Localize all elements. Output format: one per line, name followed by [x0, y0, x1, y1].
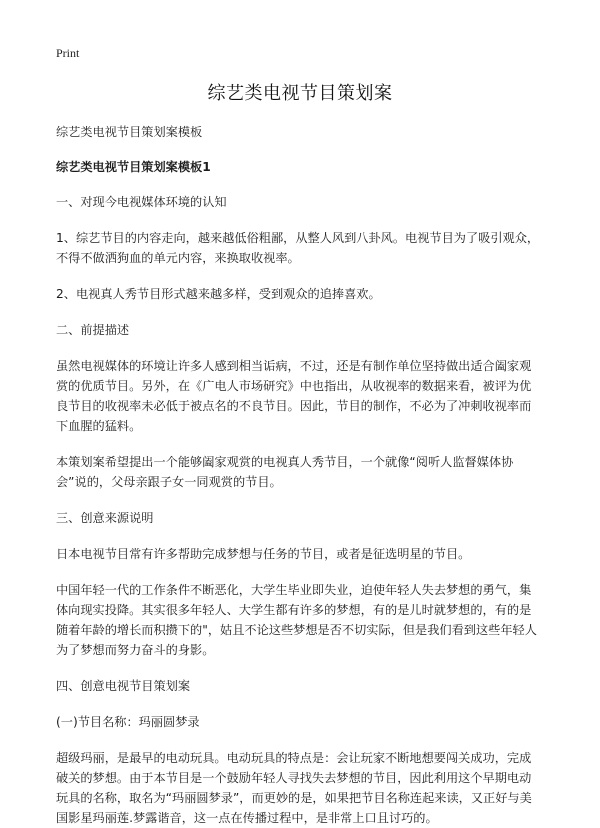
paragraph: 虽然电视媒体的环境让许多人感到相当诟病，不过，还是有制作单位坚持做出适合阖家观赏的优质节目。另外，在《广电人市场研究》中也指出，从收视率的数据来看，被评为优良节目的收视率未必低于被点名的不良节目。因此，节目的制作，不必为了冲刺收视率而下血腥的猛料。: [56, 359, 532, 433]
paragraph-heading-4: 四、创意电视节目策划案: [56, 679, 191, 693]
paragraph: 超级玛丽，是最早的电动玩具。电动玩具的特点是：会让玩家不断地想要闯关成功，完成破关的梦想。由于本节目是一个鼓励年轻人寻找失去梦想的节目，因此利用这个早期电动玩具的名称，取名为“玛丽圆梦录”，而更妙的是，如果把节目名称连起来读，又正好与美国影星玛丽莲.梦露谐音，这一点在传播过程中，是非常上口且讨巧的。: [56, 751, 532, 825]
document-subtitle: 综艺类电视节目策划案模板: [56, 125, 203, 139]
paragraph: 中国年轻一代的工作条件不断恶化，大学生毕业即失业，迫使年轻人失去梦想的勇气，集体向现实投降。其实很多年轻人、大学生都有许多的梦想，有的是儿时就梦想的，有的是随着年龄的增长而积攒下的"，姑且不论这些梦想是否不切实际，但是我们看到这些年轻人为了梦想而努力奋斗的身影。: [56, 583, 537, 657]
section-heading: 综艺类电视节目策划案模板1: [56, 160, 211, 174]
document-title: 综艺类电视节目策划案: [207, 83, 393, 104]
paragraph-heading-3: 三、创意来源说明: [56, 511, 154, 525]
paragraph: 本策划案希望提出一个能够阖家观赏的电视真人秀节目，一个就像“阅听人监督媒体协会”说的，父母亲跟子女一同观赏的节目。: [56, 455, 514, 489]
paragraph-heading-2: 二、前提描述: [56, 323, 130, 337]
paragraph-heading-1: 一、对现今电视媒体环境的认知: [56, 195, 227, 209]
document-body: [56, 122, 542, 828]
paragraph-subheading: (一)节目名称：玛丽圆梦录: [56, 715, 200, 729]
paragraph: 2、电视真人秀节目形式越来越多样，受到观众的追捧喜欢。: [56, 287, 381, 301]
print-label[interactable]: Print: [56, 46, 80, 60]
paragraph: 日本电视节目常有许多帮助完成梦想与任务的节目，或者是征选明星的节目。: [56, 547, 471, 561]
paragraph: 1、综艺节目的内容走向，越来越低俗粗鄙，从整人风到八卦风。电视节目为了吸引观众，不得不做洒狗血的单元内容，来换取收视率。: [56, 231, 540, 265]
